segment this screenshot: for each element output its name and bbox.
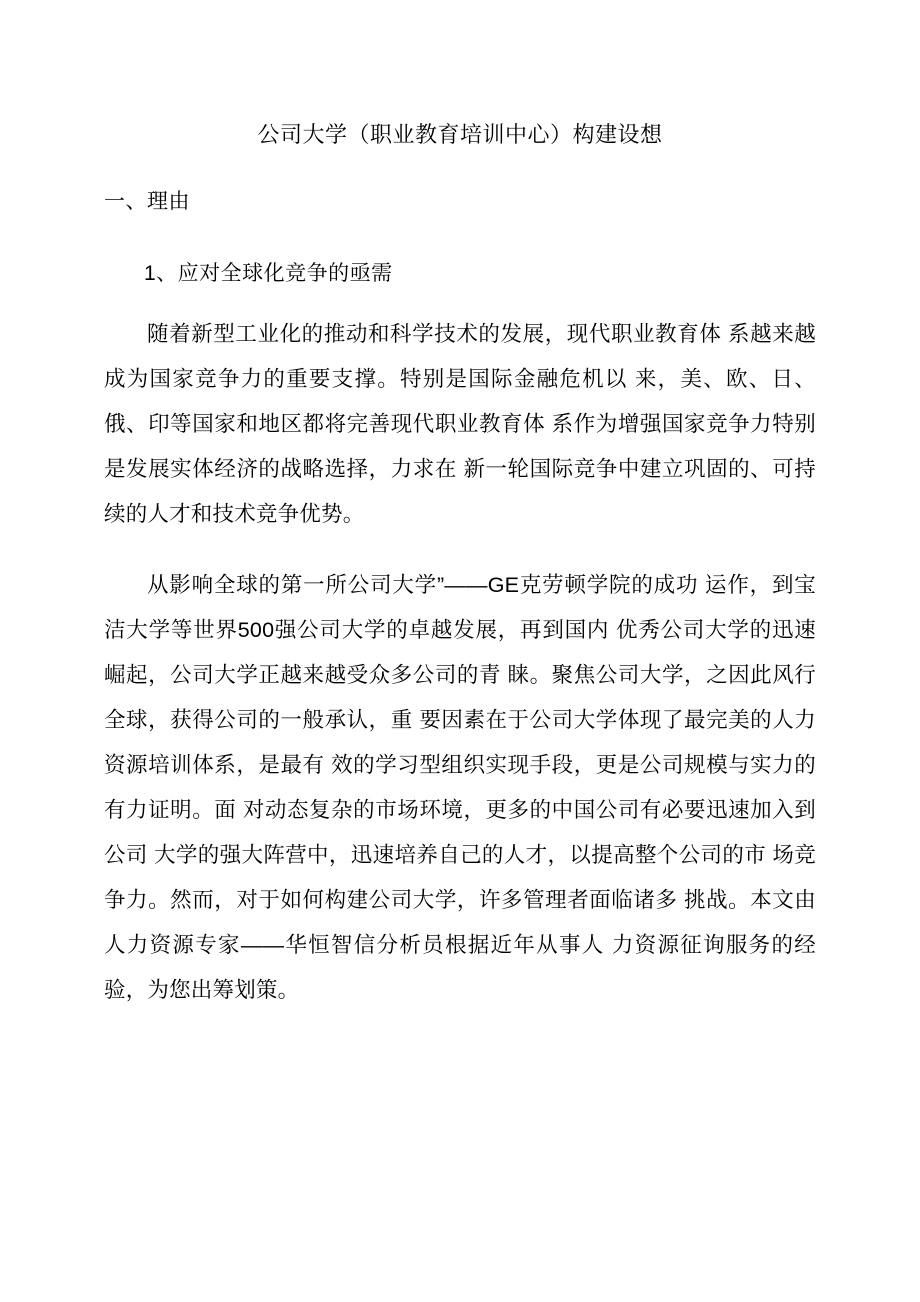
paragraph-1: 随着新型工业化的推动和科学技术的发展，现代职业教育体 系越来越成为国家竞争力的重要支撑。特别是国际金融危机以 来，美、欧、日、俄、印等国家和地区都将完善现代职业教育体 系作为增强国家竞争力特别是发展实体经济的战略选择，力求在 新一轮国际竞争中建立巩固的、可持续的人才和技术竞争优势。 — [104, 322, 816, 526]
paragraph-2: 从影响全球的第一所公司大学”——GE克劳顿学院的成功 运作，到宝洁大学等世界500强公司大学的卓越发展，再到国内 优秀公司大学的迅速崛起，公司大学正越来越受众多公司的青 睐。聚焦公司大学，之因此风行全球，获得公司的一般承认，重 要因素在于公司大学体现了最完美的人力资源培训体系，是最有 效的学习型组织实现手段，更是公司规模与实力的有力证明。面 对动态复杂的市场环境，更多的中国公司有必要迅速加入到公司 大学的强大阵营中，迅速培养自己的人才，以提高整个公司的市 场竞争力。然而，对于如何构建公司大学，许多管理者面临诸多 挑战。本文由人力资源专家——华恒智信分析员根据近年从事人 力资源征询服务的经验，为您出筹划策。 — [104, 573, 816, 1002]
subsection-heading-globalization: 1、应对全球化竞争的亟需 — [144, 262, 393, 285]
document-title: 公司大学（职业教育培训中心）构建设想 — [257, 122, 663, 147]
section-heading-reason: 一、理由 — [104, 190, 190, 213]
document-body — [104, 104, 816, 1013]
